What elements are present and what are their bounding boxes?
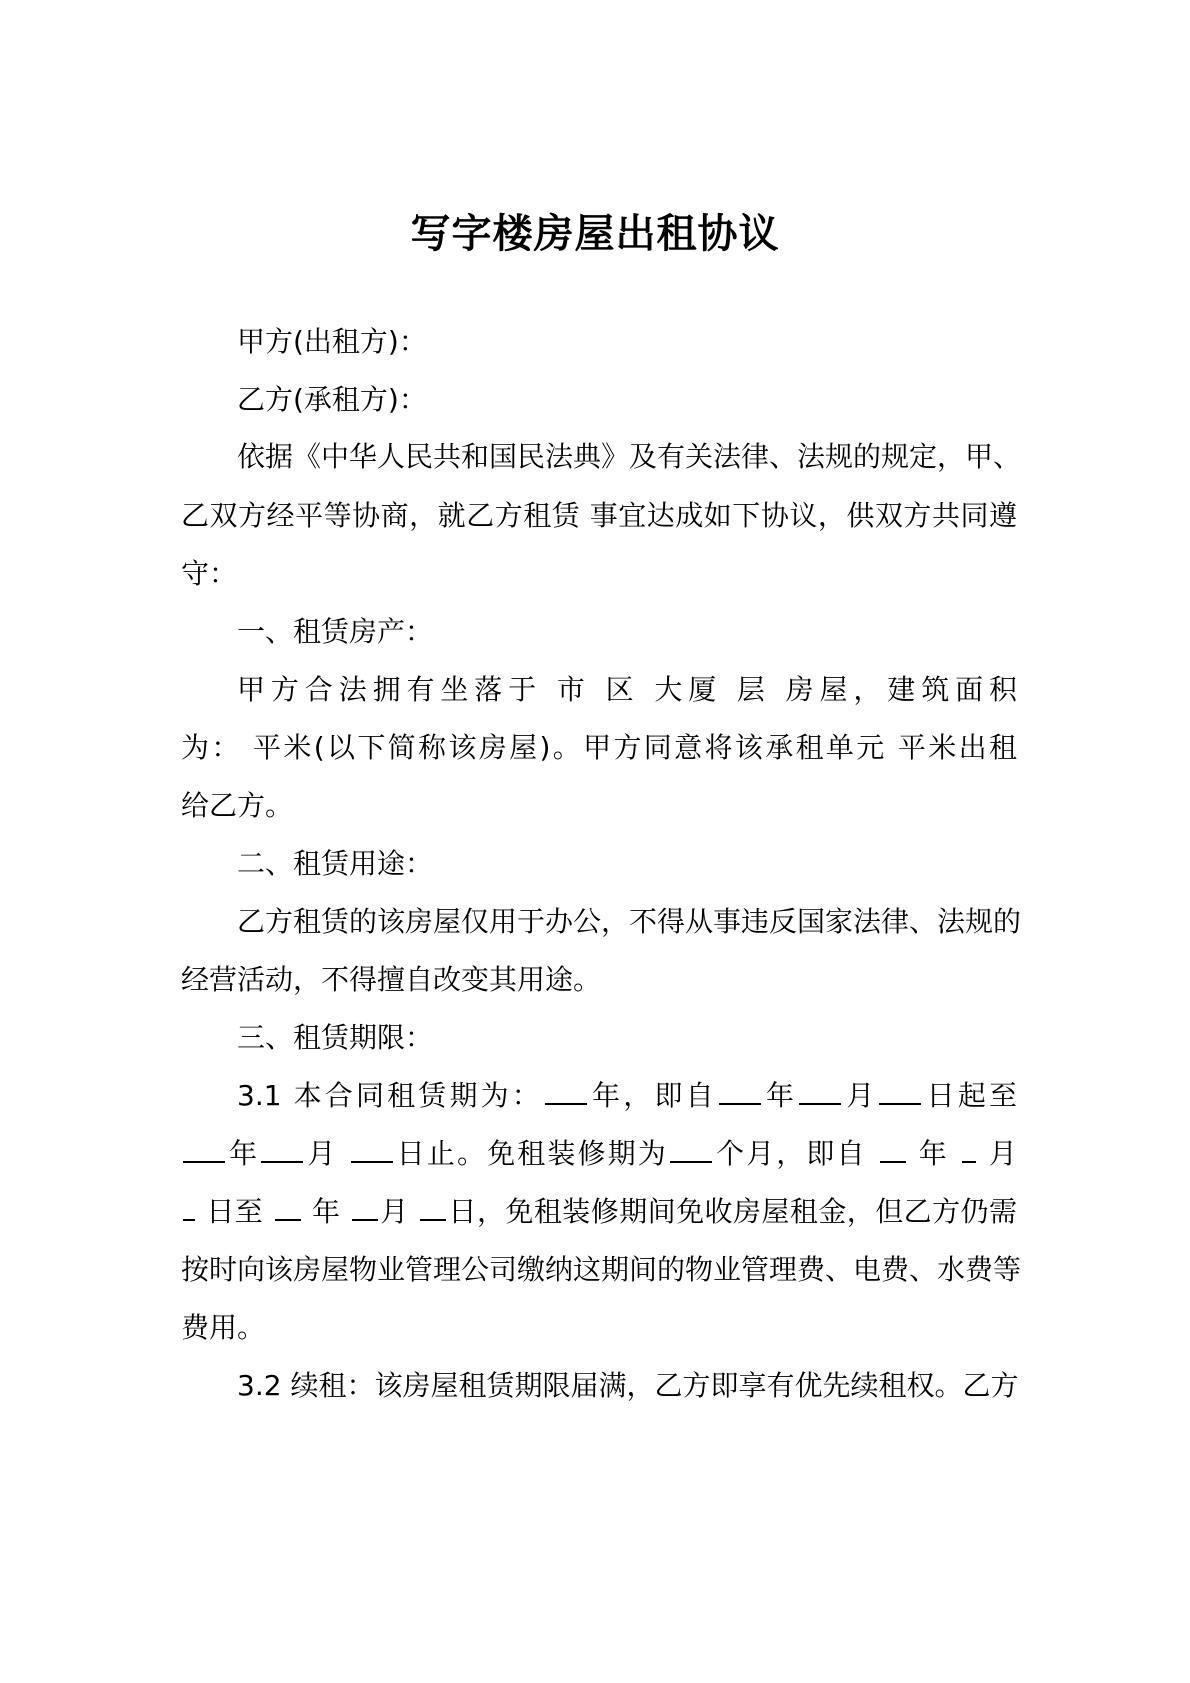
- clause-text: 月: [988, 1137, 1017, 1170]
- blank-field: [962, 1131, 976, 1163]
- document-title: 写字楼房屋出租协议: [410, 210, 780, 257]
- clause-text: 日，免租装修期间免收房屋租金，但乙方仍需: [448, 1195, 1018, 1228]
- blank-field: [670, 1131, 712, 1163]
- clause-text: 年: [918, 1137, 949, 1170]
- building-floor-text: 大厦 层 房屋，建筑面积: [654, 673, 1017, 706]
- intro-line-2: 乙双方经平等协商，就乙方租赁 事宜达成如下协议，供双方共同遵: [181, 499, 1017, 532]
- city-label: 市: [556, 673, 591, 706]
- clause-3-1-line-3: [181, 1189, 1017, 1235]
- clause-text: 日止。免租装修期为: [394, 1137, 668, 1170]
- clause-3-1-line-2: [181, 1131, 1017, 1177]
- section-1-heading: 一、租赁房产：: [237, 615, 434, 648]
- clause-text: 个月，即自: [713, 1137, 867, 1170]
- party-a-line: 甲方(出租方)：: [237, 325, 427, 358]
- section-2-heading: 二、租赁用途：: [237, 847, 434, 880]
- clause-3-2-line-1: [237, 1363, 1017, 1409]
- blank-field: [879, 1073, 921, 1105]
- clause-text: 年: [227, 1137, 260, 1170]
- rental-area-text: 平米出租: [897, 731, 1017, 764]
- clause-text: 月: [843, 1079, 878, 1112]
- section-2-line-2: 经营活动，不得擅自改变其用途。: [181, 963, 602, 996]
- clause-3-1-line-1: [237, 1073, 1017, 1119]
- area-text: 平米(以下简称该房屋)。甲方同意将该承租单元: [252, 731, 887, 764]
- blank-field: [420, 1189, 446, 1221]
- clause-text: 本合同租赁期为：: [293, 1079, 543, 1112]
- party-b-line: 乙方(承租方)：: [237, 383, 427, 416]
- intro-line-1: 依据《中华人民共和国民法典》及有关法律、法规的规定，甲、: [237, 440, 1022, 473]
- blank-field: [183, 1189, 195, 1221]
- clause-text: 月: [305, 1137, 338, 1170]
- clause-number: 3.2: [237, 1369, 282, 1402]
- clause-text: 年，即自: [588, 1079, 717, 1112]
- clause-number: 3.1: [237, 1079, 282, 1112]
- clause-text: 日至: [206, 1195, 264, 1228]
- section-1-line-3: 给乙方。: [181, 789, 294, 822]
- blank-field: [545, 1073, 587, 1105]
- clause-text: 续租：该房屋租赁期限届满，乙方即享有优先续租权。乙方: [290, 1369, 1019, 1402]
- blank-field: [275, 1189, 301, 1221]
- clause-3-1-line-5: 费用。: [181, 1311, 266, 1344]
- clause-text: 月: [379, 1195, 409, 1228]
- clause-3-1-line-4: 按时向该房屋物业管理公司缴纳这期间的物业管理费、电费、水费等: [181, 1253, 1022, 1286]
- location-text: 甲方合法拥有坐落于: [237, 673, 543, 706]
- blank-field: [880, 1131, 906, 1163]
- district-label: 区: [605, 673, 640, 706]
- blank-field: [261, 1131, 303, 1163]
- section-1-line-1: [237, 667, 1017, 713]
- blank-field: [183, 1131, 225, 1163]
- area-label: 为：: [181, 731, 242, 764]
- intro-line-3: 守：: [181, 557, 238, 590]
- blank-field: [351, 1131, 393, 1163]
- blank-field: [799, 1073, 841, 1105]
- clause-text: 年: [311, 1195, 341, 1228]
- section-2-line-1: 乙方租赁的该房屋仅用于办公，不得从事违反国家法律、法规的: [237, 905, 1022, 938]
- clause-text: 年: [762, 1079, 798, 1112]
- section-1-line-2: [181, 725, 1017, 771]
- blank-field: [352, 1189, 378, 1221]
- section-3-heading: 三、租赁期限：: [237, 1021, 434, 1054]
- clause-text: 日起至: [923, 1079, 1017, 1112]
- blank-field: [719, 1073, 761, 1105]
